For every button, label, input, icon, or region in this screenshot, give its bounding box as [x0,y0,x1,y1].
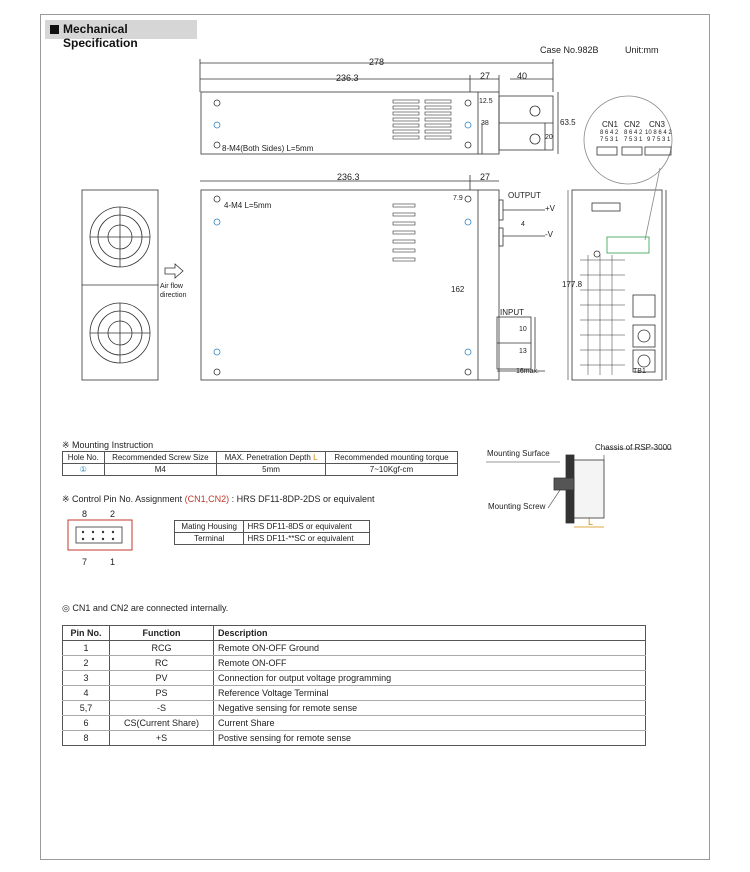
connected-note: ◎ CN1 and CN2 are connected internally. [62,603,229,613]
pin-header-function: Function [110,626,214,641]
cn2-bottom-pins: 7 5 3 1 [624,137,643,143]
dim-mid-h3: 4 [521,221,525,228]
pin-function: CS(Current Share) [110,716,214,731]
pin-function: -S [110,701,214,716]
unit-label: Unit:mm [625,45,659,55]
pin-function: +S [110,731,214,746]
dim-side-h: 177.8 [562,280,583,289]
minus-v-label: -V [545,230,553,239]
table-row [63,641,646,656]
pin-no: 6 [63,716,110,731]
mounting-header-screw: Recommended Screw Size [104,452,217,464]
pin-no: 8 [63,731,110,746]
pin-description: Remote ON-OFF Ground [214,641,646,656]
pin-no: 4 [63,686,110,701]
dim-mid-h2: 162 [451,285,465,294]
pin8-label: 8 [82,509,88,519]
mounting-header-row [63,452,458,464]
dim-top-h1: 12.5 [479,98,493,105]
mating-row [175,533,370,545]
fig-chassis: Chassis of RSP-3000 [595,443,672,452]
table-row [63,716,646,731]
mounting-header-depth-text: MAX. Penetration Depth [224,453,311,462]
table-row [63,731,646,746]
input-label: INPUT [500,308,524,317]
mating-table [174,520,370,545]
pin-function: RC [110,656,214,671]
tb1-label: TB1 [633,368,646,375]
table-row [63,686,646,701]
fig-L-label: L [588,517,594,527]
terminal-label: Terminal [175,533,244,545]
dim-top-term2: 40 [517,71,528,81]
section-title: Mechanical Specification [63,22,138,50]
dim-mid-h4: 10 [519,326,527,333]
mid-note: 4-M4 L=5mm [224,201,272,210]
pin-function: PV [110,671,214,686]
pin7-label: 7 [82,557,88,567]
terminal-value: HRS DF11-**SC or equivalent [244,533,370,545]
pin-description: Postive sensing for remote sense [214,731,646,746]
dim-mid-body: 236.3 [337,172,360,182]
mating-housing-label: Mating Housing [175,521,244,533]
dim-top-overall: 278 [369,57,385,67]
pin-description: Connection for output voltage programming [214,671,646,686]
dim-top-term: 27 [480,71,491,81]
airflow-label: Air flow direction [160,283,187,299]
dim-top-side: 63.5 [560,118,576,127]
control-title-suffix: : HRS DF11-8DP-2DS or equivalent [229,494,375,504]
fig-mounting-screw: Mounting Screw [488,502,546,511]
pin2-label: 2 [110,509,116,519]
pin-no: 5,7 [63,701,110,716]
pin1-label: 1 [110,557,116,567]
dim-mid-h5: 13 [519,348,527,355]
cn2-top-pins: 8 6 4 2 [624,130,643,136]
mounting-screw-size: M4 [104,464,217,476]
control-title-prefix: ※ Control Pin No. Assignment [62,494,185,504]
fig-mounting-surface: Mounting Surface [487,449,550,458]
pin-description: Negative sensing for remote sense [214,701,646,716]
cn1-bottom-pins: 7 5 3 1 [600,137,619,143]
output-label: OUTPUT [508,191,541,200]
pin-description: Current Share [214,716,646,731]
control-title-red: (CN1,CN2) [184,494,230,504]
dim-top-h2: 38 [481,120,489,127]
cn1-top-pins: 8 6 4 2 [600,130,619,136]
pin-function: RCG [110,641,214,656]
pin-function: PS [110,686,214,701]
pin-no: 3 [63,671,110,686]
pin-no: 1 [63,641,110,656]
mating-row [175,521,370,533]
pin-description: Reference Voltage Terminal [214,686,646,701]
pin-header-no: Pin No. [63,626,110,641]
cn2-label: CN2 [624,120,641,129]
case-number: Case No.982B [540,45,599,55]
plus-v-label: +V [545,204,556,213]
dim-top-body: 236.3 [336,73,359,83]
pin-description: Remote ON-OFF [214,656,646,671]
mounting-header-torque: Recommended mounting torque [325,452,457,464]
mounting-header-hole: Hole No. [63,452,105,464]
mounting-row [63,464,458,476]
dim-mid-term: 27 [480,172,491,182]
table-row [63,671,646,686]
dim-mid-h6: 16max. [516,368,539,375]
pin-table-header [63,626,646,641]
table-row [63,656,646,671]
mounting-title: ※ Mounting Instruction [62,440,154,450]
table-row [63,701,646,716]
pin-no: 2 [63,656,110,671]
mounting-table [62,451,458,476]
pin-header-description: Description [214,626,646,641]
dim-mid-h1: 7.9 [453,195,463,202]
mounting-header-depth [217,452,326,464]
mounting-hole-no: ① [63,464,105,476]
cn1-label: CN1 [602,120,619,129]
mounting-header-depth-suffix: L [313,453,318,462]
pin-function-table [62,625,646,746]
mounting-torque: 7~10Kgf-cm [325,464,457,476]
mounting-depth: 5mm [217,464,326,476]
dim-top-h3: 20 [545,134,553,141]
control-title [62,494,375,505]
cn3-top-pins: 10 8 6 4 2 [645,130,672,136]
top-note: 8-M4(Both Sides) L=5mm [222,144,314,153]
cn3-bottom-pins: 9 7 5 3 1 [647,137,671,143]
cn3-label: CN3 [649,120,666,129]
mating-housing-value: HRS DF11-8DS or equivalent [244,521,370,533]
